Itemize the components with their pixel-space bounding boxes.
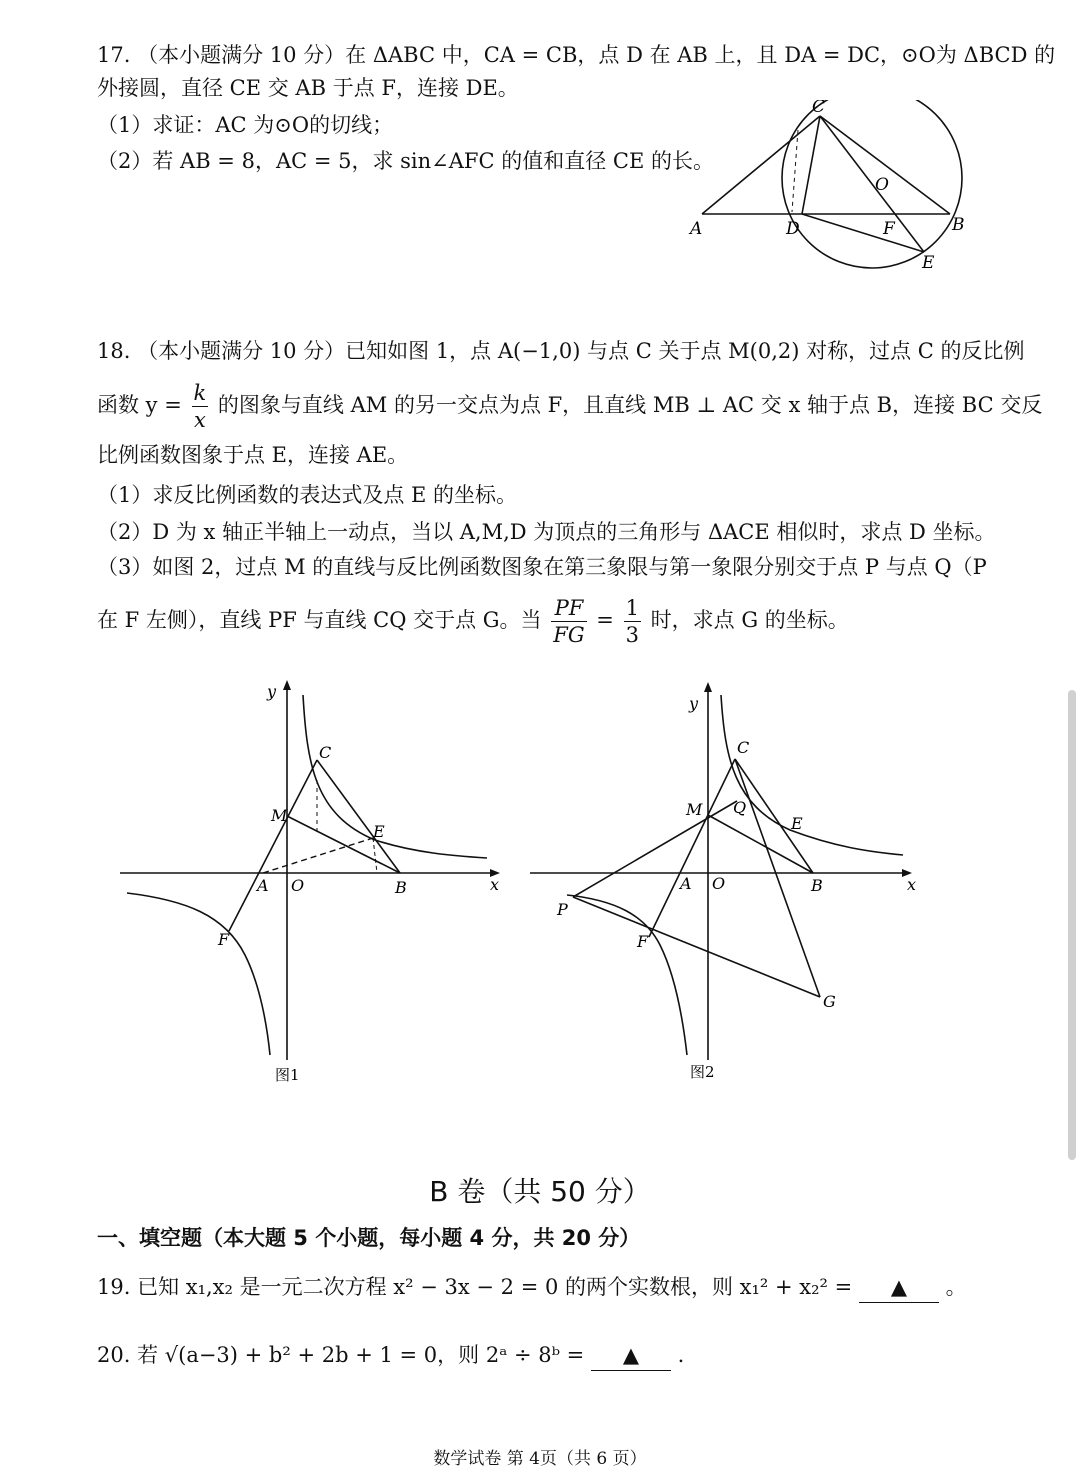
q18-part3-pre: 在 F 左侧），直线 PF 与直线 CQ 交于点 G。当 xyxy=(97,608,542,632)
equals-sign: = xyxy=(596,608,614,632)
segment-ca xyxy=(702,116,820,214)
fig1-label-f: F xyxy=(218,930,230,949)
label-b: B xyxy=(952,215,965,235)
fig2-caption: 图2 xyxy=(690,1063,715,1081)
fig2-label-q: Q xyxy=(733,798,747,817)
fig1-label-a: A xyxy=(257,876,269,895)
label-c: C xyxy=(812,100,826,117)
q17-part1: （1）求证：AC 为⊙O的切线； xyxy=(97,113,394,137)
q19-line xyxy=(97,1272,967,1303)
value-numerator: 1 xyxy=(625,596,639,620)
page-footer: 数学试卷 第 4页（共 6 页） xyxy=(433,1449,647,1469)
fig1-label-y: y xyxy=(267,682,277,701)
label-d: D xyxy=(786,219,800,239)
line-e-down xyxy=(373,838,377,873)
ratio-pf-fg xyxy=(551,595,586,648)
scrollbar[interactable] xyxy=(1068,690,1076,1160)
label-f: F xyxy=(883,219,895,239)
label-o: O xyxy=(875,175,889,195)
fig1-label-e: E xyxy=(373,822,385,841)
q20-line xyxy=(97,1340,684,1371)
segment-cd xyxy=(802,116,820,214)
q18-line1: 18. （本小题满分 10 分）已知如图 1，点 A(−1,0) 与点 C 关于点 M(0,2) 对称，过点 C 的反比例 xyxy=(97,339,1025,363)
hyperbola-branch-1 xyxy=(721,695,903,855)
segment-ce xyxy=(820,116,924,252)
fig2-label-p: P xyxy=(557,900,568,919)
ratio-numerator: PF xyxy=(551,595,586,622)
q18-part1: （1）求反比例函数的表达式及点 E 的坐标。 xyxy=(97,483,518,507)
q17-line1: 17. （本小题满分 10 分）在 ΔABC 中，CA = CB，点 D 在 AB 上，且 DA = DC，⊙O为 ΔBCD 的 xyxy=(97,43,1056,67)
q17-figure xyxy=(680,100,980,280)
label-e: E xyxy=(922,253,935,273)
line-pg xyxy=(573,897,820,997)
y-axis-arrow xyxy=(283,680,291,690)
fig2-label-f: F xyxy=(637,932,649,951)
q18-part2: （2）D 为 x 轴正半轴上一动点，当以 A,M,D 为顶点的三角形与 ΔACE 相似时，求点 D 坐标。 xyxy=(97,520,996,544)
section-fill-blank: 一、填空题（本大题 5 个小题，每小题 4 分，共 20 分） xyxy=(97,1226,641,1250)
q18-part3-line2 xyxy=(97,592,849,648)
fig1-label-c: C xyxy=(319,743,332,762)
q19-text: 19. 已知 x₁,x₂ 是一元二次方程 x² − 3x − 2 = 0 的两个实数根，则 x₁² + x₂² = xyxy=(97,1275,853,1299)
figure-1 xyxy=(115,675,515,1095)
segment-cb xyxy=(820,116,950,214)
segment-de xyxy=(802,214,924,252)
fig2-label-x: x xyxy=(907,875,917,894)
fig1-label-x: x xyxy=(490,875,500,894)
fig1-label-o: O xyxy=(291,876,305,895)
q18-line2-pre: 函数 y = xyxy=(97,393,182,417)
label-a: A xyxy=(690,219,703,239)
line-cg xyxy=(735,759,820,997)
value-denominator: 3 xyxy=(625,623,639,647)
fraction-numerator: k xyxy=(193,381,207,405)
q18-line2-post: 的图象与直线 AM 的另一交点为点 F，且直线 MB ⊥ AC 交 x 轴于点 B，连接 BC 交反 xyxy=(217,393,1043,417)
q20-answer-blank[interactable] xyxy=(591,1340,671,1371)
fraction-denominator: x xyxy=(193,408,206,432)
blank-triangle-icon: ▲ xyxy=(622,1343,640,1367)
fig2-label-o: O xyxy=(712,874,726,893)
blank-triangle-icon: ▲ xyxy=(890,1275,908,1299)
fig2-label-e: E xyxy=(791,814,803,833)
line-cb xyxy=(317,760,400,873)
fig1-label-b: B xyxy=(395,878,407,897)
fig2-label-g: G xyxy=(823,992,836,1011)
y-axis-arrow xyxy=(704,682,712,692)
fig2-label-m: M xyxy=(686,800,703,819)
q18-part3-post: 时，求点 G 的坐标。 xyxy=(650,608,849,632)
value-one-third xyxy=(624,595,641,648)
q19-end: 。 xyxy=(945,1275,967,1299)
q17-line2: 外接圆，直径 CE 交 AB 于点 F，连接 DE。 xyxy=(97,76,519,100)
fig2-label-a: A xyxy=(680,874,692,893)
figure-2 xyxy=(525,675,925,1095)
line-ae xyxy=(263,838,373,873)
fig2-label-c: C xyxy=(737,738,750,757)
line-fc xyxy=(229,760,317,931)
fraction-k-over-x xyxy=(192,380,209,433)
line-fc xyxy=(649,759,735,937)
fig2-label-y: y xyxy=(689,694,699,713)
q19-answer-blank[interactable] xyxy=(859,1272,939,1303)
fig1-caption: 图1 xyxy=(275,1066,300,1084)
q18-line2 xyxy=(97,380,1042,433)
part-b-title: B 卷（共 50 分） xyxy=(429,1175,651,1208)
q20-text: 20. 若 √(a−3) + b² + 2b + 1 = 0，则 2ᵃ ÷ 8ᵇ = xyxy=(97,1343,585,1367)
q17-part2: （2）若 AB = 8，AC = 5，求 sin∠AFC 的值和直径 CE 的长。 xyxy=(97,149,714,173)
hyperbola-branch-3 xyxy=(127,893,270,1055)
q20-end: . xyxy=(677,1343,685,1367)
aux-line xyxy=(792,130,798,212)
hyperbola-branch-1 xyxy=(303,695,487,858)
fig1-label-m: M xyxy=(271,806,288,825)
ratio-denominator: FG xyxy=(553,623,585,647)
fig2-label-b: B xyxy=(811,876,823,895)
q18-part3-line1: （3）如图 2，过点 M 的直线与反比例函数图象在第三象限与第一象限分别交于点 P 与点 Q（P xyxy=(97,555,987,579)
q18-line3: 比例函数图象于点 E，连接 AE。 xyxy=(97,443,409,467)
